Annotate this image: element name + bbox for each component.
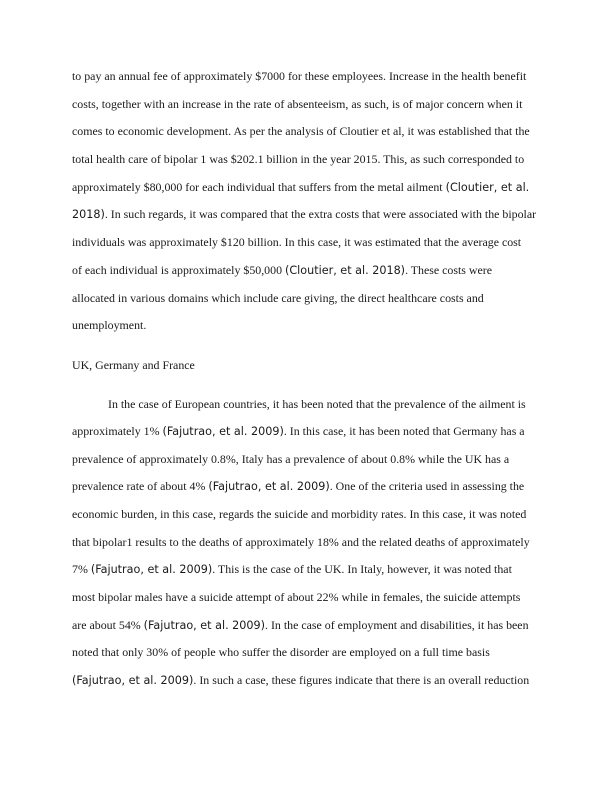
- citation: (Fajutrao, et al. 2009): [72, 674, 194, 687]
- paragraph-2-line-6: that bipolar1 results to the deaths of approximately 18% and the related deaths of approximately: [72, 535, 530, 549]
- text-run: . These costs were: [405, 263, 493, 277]
- text-run: . In such regards, it was compared that the extra costs that were associated with the bipolar: [104, 207, 537, 221]
- paragraph-2-line-3: prevalence of approximately 0.8%, Italy has a prevalence of about 0.8% while the UK has a: [72, 452, 510, 466]
- citation: (Fajutrao, et al. 2009): [162, 425, 284, 438]
- citation: (Cloutier, et al.: [445, 181, 530, 194]
- paragraph-2-line-2: [72, 423, 552, 440]
- text-run: . In the case of employment and disabilities, it has been: [265, 618, 529, 632]
- paragraph-1-line-9: allocated in various domains which include care giving, the direct healthcare costs and: [72, 291, 484, 305]
- section-heading: UK, Germany and France: [72, 358, 195, 372]
- paragraph-1-line-7: individuals was approximately $120 billion. In this case, it was estimated that the average cost: [72, 235, 522, 249]
- text-run: . This is the case of the UK. In Italy, however, it was noted that: [212, 562, 512, 576]
- paragraph-2-line-11: [72, 672, 552, 689]
- paragraph-1-line-5: [72, 179, 552, 196]
- text-run: 7%: [72, 562, 91, 576]
- paragraph-1-line-3: comes to economic development. As per the analysis of Cloutier et al, it was established that the: [72, 124, 530, 138]
- paragraph-2-line-4: [72, 478, 552, 495]
- text-run: prevalence rate of about 4%: [72, 479, 209, 493]
- paragraph-1-line-1: to pay an annual fee of approximately $7000 for these employees. Increase in the health benefit: [72, 69, 527, 83]
- text-run: approximately 1%: [72, 424, 163, 438]
- citation: (Fajutrao, et al. 2009): [208, 480, 330, 493]
- paragraph-2-line-10: noted that only 30% of people who suffer the disorder are employed on a full time basis: [72, 645, 490, 659]
- text-run: . In such a case, these figures indicate that there is an overall reduction: [193, 673, 530, 687]
- paragraph-1-line-4: total health care of bipolar 1 was $202.1 billion in the year 2015. This, as such corresponded to: [72, 152, 525, 166]
- paragraph-2-line-1: In the case of European countries, it has been noted that the prevalence of the ailment is: [108, 397, 526, 411]
- text-run: approximately $80,000 for each individual that suffers from the metal ailment: [72, 180, 446, 194]
- text-run: are about 54%: [72, 618, 144, 632]
- text-run: . One of the criteria used in assessing the: [329, 479, 525, 493]
- citation: (Fajutrao, et al. 2009): [143, 619, 266, 632]
- paragraph-2-line-5: economic burden, in this case, regards the suicide and morbidity rates. In this case, it was noted: [72, 507, 527, 521]
- paragraph-1-line-8: [72, 262, 552, 279]
- citation: (Fajutrao, et al. 2009): [90, 563, 213, 576]
- paragraph-2-line-8: most bipolar males have a suicide attempt of about 22% while in females, the suicide attempts: [72, 590, 521, 604]
- citation: 2018): [72, 208, 105, 221]
- text-run: . In this case, it has been noted that Germany has a: [283, 424, 525, 438]
- paragraph-2-line-9: [72, 617, 552, 634]
- text-run: of each individual is approximately $50,000: [72, 263, 285, 277]
- paragraph-1-line-2: costs, together with an increase in the rate of absenteeism, as such, is of major concern when it: [72, 97, 523, 111]
- paragraph-1-line-6: [72, 206, 552, 223]
- paragraph-2-line-7: [72, 561, 552, 578]
- paragraph-1-line-10: unemployment.: [72, 318, 147, 332]
- citation: (Cloutier, et al. 2018): [285, 264, 406, 277]
